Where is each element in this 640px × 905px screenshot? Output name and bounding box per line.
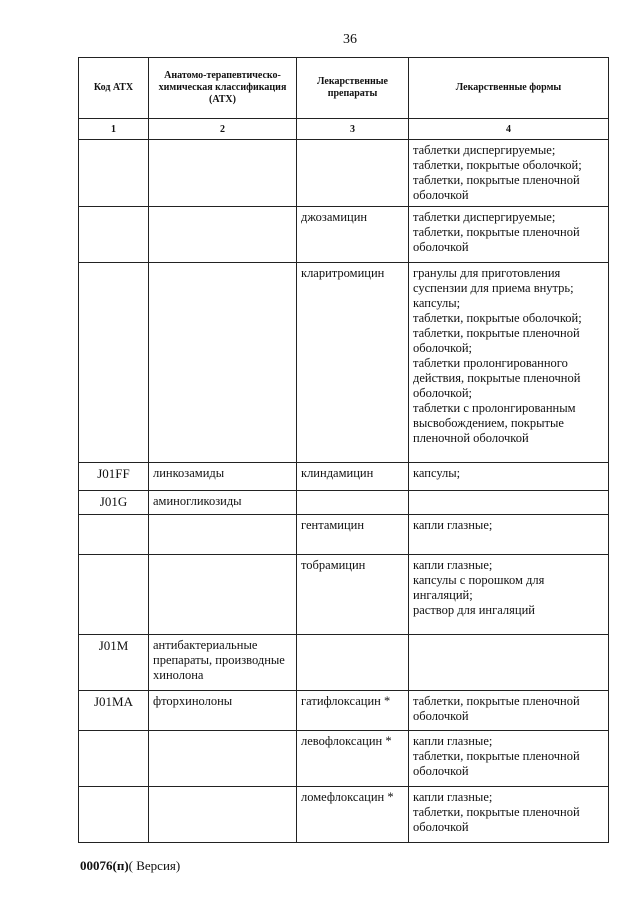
table-row — [79, 691, 609, 731]
classification-cell: фторхинолоны — [149, 691, 297, 731]
forms-cell — [409, 635, 609, 691]
forms-cell — [409, 463, 609, 491]
document-footer — [80, 858, 180, 874]
column-number: 3 — [297, 119, 409, 140]
dosage-form: капсулы; — [413, 466, 461, 480]
classification-cell — [149, 555, 297, 635]
dosage-form: таблетки, покрытые оболочкой; — [413, 158, 582, 172]
page-number: 36 — [343, 32, 357, 47]
drug-cell: кларитромицин — [297, 263, 409, 463]
classification-cell — [149, 731, 297, 787]
footer-code: 00076(п) — [80, 858, 129, 873]
table-row — [79, 263, 609, 463]
drug-cell: гатифлоксацин * — [297, 691, 409, 731]
drug-cell: ломефлоксацин * — [297, 787, 409, 843]
drug-cell — [297, 140, 409, 207]
dosage-form: гранулы для приготовления суспензии для приема внутрь; — [413, 266, 574, 295]
forms-cell — [409, 207, 609, 263]
code-cell — [79, 140, 149, 207]
header-row — [79, 58, 609, 119]
footer-version: ( Версия) — [128, 858, 181, 873]
forms-cell — [409, 491, 609, 515]
dosage-form: раствор для ингаляций — [413, 603, 535, 617]
classification-cell — [149, 140, 297, 207]
column-number-row — [79, 119, 609, 140]
table-row — [79, 787, 609, 843]
dosage-form: капли глазные; — [413, 734, 493, 748]
code-cell — [79, 263, 149, 463]
column-number: 1 — [79, 119, 149, 140]
header-forms: Лекарственные формы — [409, 58, 609, 119]
dosage-form: таблетки, покрытые пленочной оболочкой — [413, 225, 580, 254]
header-classification: Анатомо-терапевтическо-химическая классификация (АТХ) — [149, 58, 297, 119]
code-cell: J01M — [79, 635, 149, 691]
code-cell — [79, 731, 149, 787]
dosage-form: таблетки, покрытые пленочной оболочкой — [413, 805, 580, 834]
code-cell: J01G — [79, 491, 149, 515]
dosage-form: таблетки диспергируемые; — [413, 143, 556, 157]
table-row — [79, 635, 609, 691]
code-cell: J01FF — [79, 463, 149, 491]
classification-cell — [149, 263, 297, 463]
dosage-form: таблетки пролонгированного действия, покрытые пленочной оболочкой; — [413, 356, 581, 400]
code-cell — [79, 515, 149, 555]
classification-cell — [149, 207, 297, 263]
dosage-form: капсулы; — [413, 296, 461, 310]
code-cell — [79, 207, 149, 263]
dosage-form: капли глазные; — [413, 790, 493, 804]
table-row — [79, 555, 609, 635]
forms-cell — [409, 263, 609, 463]
forms-cell — [409, 691, 609, 731]
dosage-form: таблетки, покрытые пленочной оболочкой — [413, 173, 580, 202]
drug-cell: левофлоксацин * — [297, 731, 409, 787]
dosage-form: таблетки, покрытые пленочной оболочкой; — [413, 326, 580, 355]
drug-cell: клиндамицин — [297, 463, 409, 491]
forms-cell — [409, 515, 609, 555]
code-cell — [79, 787, 149, 843]
code-cell: J01MA — [79, 691, 149, 731]
drug-cell — [297, 491, 409, 515]
drug-cell: тобрамицин — [297, 555, 409, 635]
table-row — [79, 140, 609, 207]
dosage-form: таблетки, покрытые пленочной оболочкой — [413, 749, 580, 778]
classification-cell: антибактериальные препараты, производные хинолона — [149, 635, 297, 691]
dosage-form: таблетки диспергируемые; — [413, 210, 556, 224]
drug-cell: джозамицин — [297, 207, 409, 263]
header-code: Код АТХ — [79, 58, 149, 119]
dosage-form: таблетки с пролонгированным высвобождением, покрытые пленочной оболочкой — [413, 401, 576, 445]
forms-cell — [409, 787, 609, 843]
classification-cell: линкозамиды — [149, 463, 297, 491]
dosage-form: таблетки, покрытые оболочкой; — [413, 311, 582, 325]
dosage-form: капли глазные; — [413, 518, 493, 532]
classification-cell: аминогликозиды — [149, 491, 297, 515]
dosage-form: таблетки, покрытые пленочной оболочкой — [413, 694, 580, 723]
table-row — [79, 515, 609, 555]
drug-cell — [297, 635, 409, 691]
column-number: 2 — [149, 119, 297, 140]
header-drugs: Лекарственные препараты — [297, 58, 409, 119]
forms-cell — [409, 140, 609, 207]
table-row — [79, 731, 609, 787]
classification-cell — [149, 787, 297, 843]
forms-cell — [409, 731, 609, 787]
classification-cell — [149, 515, 297, 555]
dosage-form: капли глазные; — [413, 558, 493, 572]
forms-cell — [409, 555, 609, 635]
column-number: 4 — [409, 119, 609, 140]
table-row — [79, 207, 609, 263]
dosage-form: капсулы с порошком для ингаляций; — [413, 573, 545, 602]
code-cell — [79, 555, 149, 635]
atx-table — [78, 57, 609, 843]
drug-cell: гентамицин — [297, 515, 409, 555]
table-row — [79, 491, 609, 515]
table-row — [79, 463, 609, 491]
